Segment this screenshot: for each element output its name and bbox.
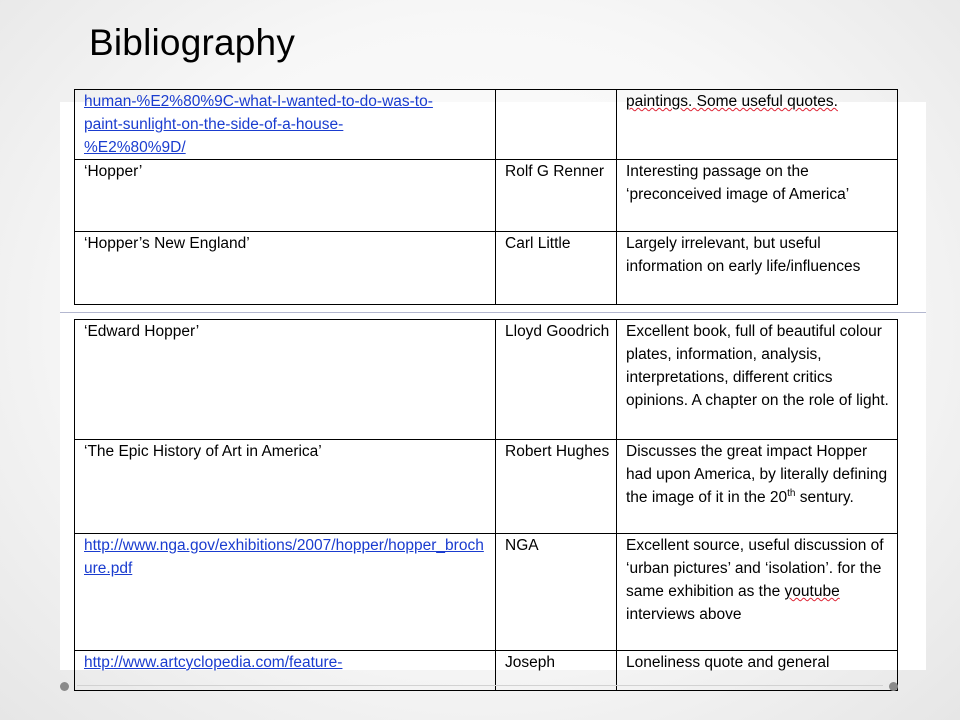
footer-dot-right-icon [889, 682, 898, 691]
author-cell [496, 90, 617, 160]
table-row [75, 320, 898, 440]
source-link[interactable] [84, 90, 489, 159]
source-cell[interactable] [75, 534, 496, 651]
link-line: paint-sunlight-on-the-side-of-a-house- [84, 116, 344, 133]
link-line: %E2%80%9D/ [84, 139, 186, 156]
notes-cell: Loneliness quote and general [617, 651, 898, 691]
notes-text: interviews above [626, 606, 742, 623]
table-row [75, 232, 898, 305]
notes-cell: Largely irrelevant, but useful information on early life/influences [617, 232, 898, 305]
source-link[interactable]: http://www.nga.gov/exhibitions/2007/hopper/hopper_brochure.pdf [84, 537, 484, 577]
author-cell: Joseph [496, 651, 617, 691]
slide-footer-line [77, 685, 883, 686]
table-row [75, 160, 898, 232]
author-cell: Lloyd Goodrich [496, 320, 617, 440]
notes-text: Discusses the great impact Hopper had upon America, by literally defining the image of it in the 20 [626, 443, 888, 506]
author-cell: Carl Little [496, 232, 617, 305]
table-row [75, 440, 898, 534]
author-cell: Rolf G Renner [496, 160, 617, 232]
source-cell: ‘Hopper’ [75, 160, 496, 232]
footer-dot-left-icon [60, 682, 69, 691]
bibliography-table-top [74, 89, 898, 305]
notes-spellcheck-word: youtube [784, 583, 840, 600]
bibliography-table-bottom [74, 319, 898, 691]
table-row [75, 90, 898, 160]
notes-text: Excellent source, useful discussion of ‘urban pictures’ and ‘isolation’. for the same exhibition as the [626, 537, 884, 600]
notes-cell [617, 90, 898, 160]
page-break-line [60, 312, 926, 313]
notes-cell: Interesting passage on the ‘preconceived image of America’ [617, 160, 898, 232]
source-cell: ‘Hopper’s New England’ [75, 232, 496, 305]
table-row [75, 534, 898, 651]
notes-cell [617, 440, 898, 534]
ordinal-suffix: th [787, 487, 796, 499]
notes-text: paintings. Some useful quotes. [626, 93, 838, 110]
source-link[interactable]: http://www.artcyclopedia.com/feature- [84, 654, 343, 671]
source-cell: ‘Edward Hopper’ [75, 320, 496, 440]
notes-cell [617, 534, 898, 651]
document-page [60, 93, 926, 671]
source-cell[interactable] [75, 90, 496, 160]
slide-title: Bibliography [89, 22, 296, 63]
link-line: human-%E2%80%9C-what-I-wanted-to-do-was-to- [84, 93, 433, 110]
notes-text: sentury. [795, 489, 854, 506]
author-cell: Robert Hughes [496, 440, 617, 534]
source-cell: ‘The Epic History of Art in America’ [75, 440, 496, 534]
notes-cell: Excellent book, full of beautiful colour plates, information, analysis, interpretations, different critics opinions. A chapter on the role of light. [617, 320, 898, 440]
author-cell: NGA [496, 534, 617, 651]
